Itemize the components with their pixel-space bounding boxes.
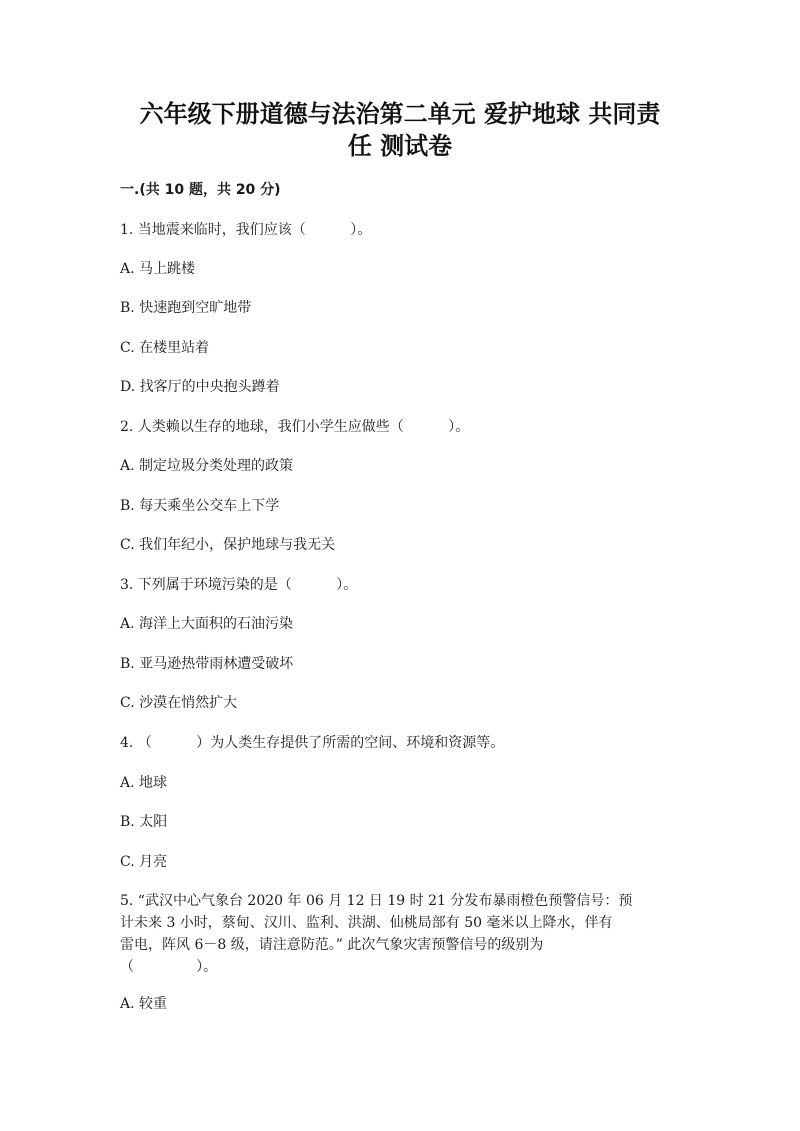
question-4-option-a: A. 地球 — [120, 775, 168, 791]
question-4-option-b: B. 太阳 — [120, 814, 168, 830]
question-2-option-b: B. 每天乘坐公交车上下学 — [120, 498, 280, 514]
page-title-line-1: 六年级下册道德与法治第二单元 爱护地球 共同责 — [139, 100, 661, 128]
question-1-stem: 1. 当地震来临时，我们应该（ ）。 — [120, 222, 372, 238]
question-2-option-a: A. 制定垃圾分类处理的政策 — [120, 458, 294, 474]
question-3-option-b: B. 亚马逊热带雨林遭受破坏 — [120, 656, 294, 672]
question-3-option-a: A. 海洋上大面积的石油污染 — [120, 616, 294, 632]
question-1-option-c: C. 在楼里站着 — [120, 340, 210, 356]
section-header: 一.(共 10 题，共 20 分) — [120, 182, 281, 198]
question-2-stem: 2. 人类赖以生存的地球，我们小学生应做些（ ）。 — [120, 419, 470, 435]
question-5-stem-line-2: 计未来 3 小时，蔡甸、汉川、监利、洪湖、仙桃局部有 50 毫米以上降水，伴有 — [120, 915, 613, 931]
question-3-stem: 3. 下列属于环境污染的是（ ）。 — [120, 577, 358, 593]
question-5-stem-line-3: 雷电，阵风 6－8 级，请注意防范。” 此次气象灾害预警信号的级别为 — [120, 937, 544, 953]
question-5-option-a: A. 较重 — [120, 996, 168, 1012]
question-1-option-a: A. 马上跳楼 — [120, 261, 196, 277]
question-2-option-c: C. 我们年纪小，保护地球与我无关 — [120, 537, 336, 553]
question-1-option-d: D. 找客厅的中央抱头蹲着 — [120, 379, 280, 395]
question-5-stem-line-1: 5. “武汉中心气象台 2020 年 06 月 12 日 19 时 21 分发布暴雨橙色预警信号：预 — [120, 893, 633, 909]
page-title-line-2: 任 测试卷 — [347, 132, 453, 160]
question-5-stem-line-4: （ ）。 — [120, 959, 218, 975]
question-4-option-c: C. 月亮 — [120, 854, 168, 870]
question-3-option-c: C. 沙漠在悄然扩大 — [120, 695, 238, 711]
question-1-option-b: B. 快速跑到空旷地带 — [120, 300, 252, 316]
question-4-stem: 4. （ ）为人类生存提供了所需的空间、环境和资源等。 — [120, 735, 505, 751]
question-5-stem — [120, 890, 680, 978]
